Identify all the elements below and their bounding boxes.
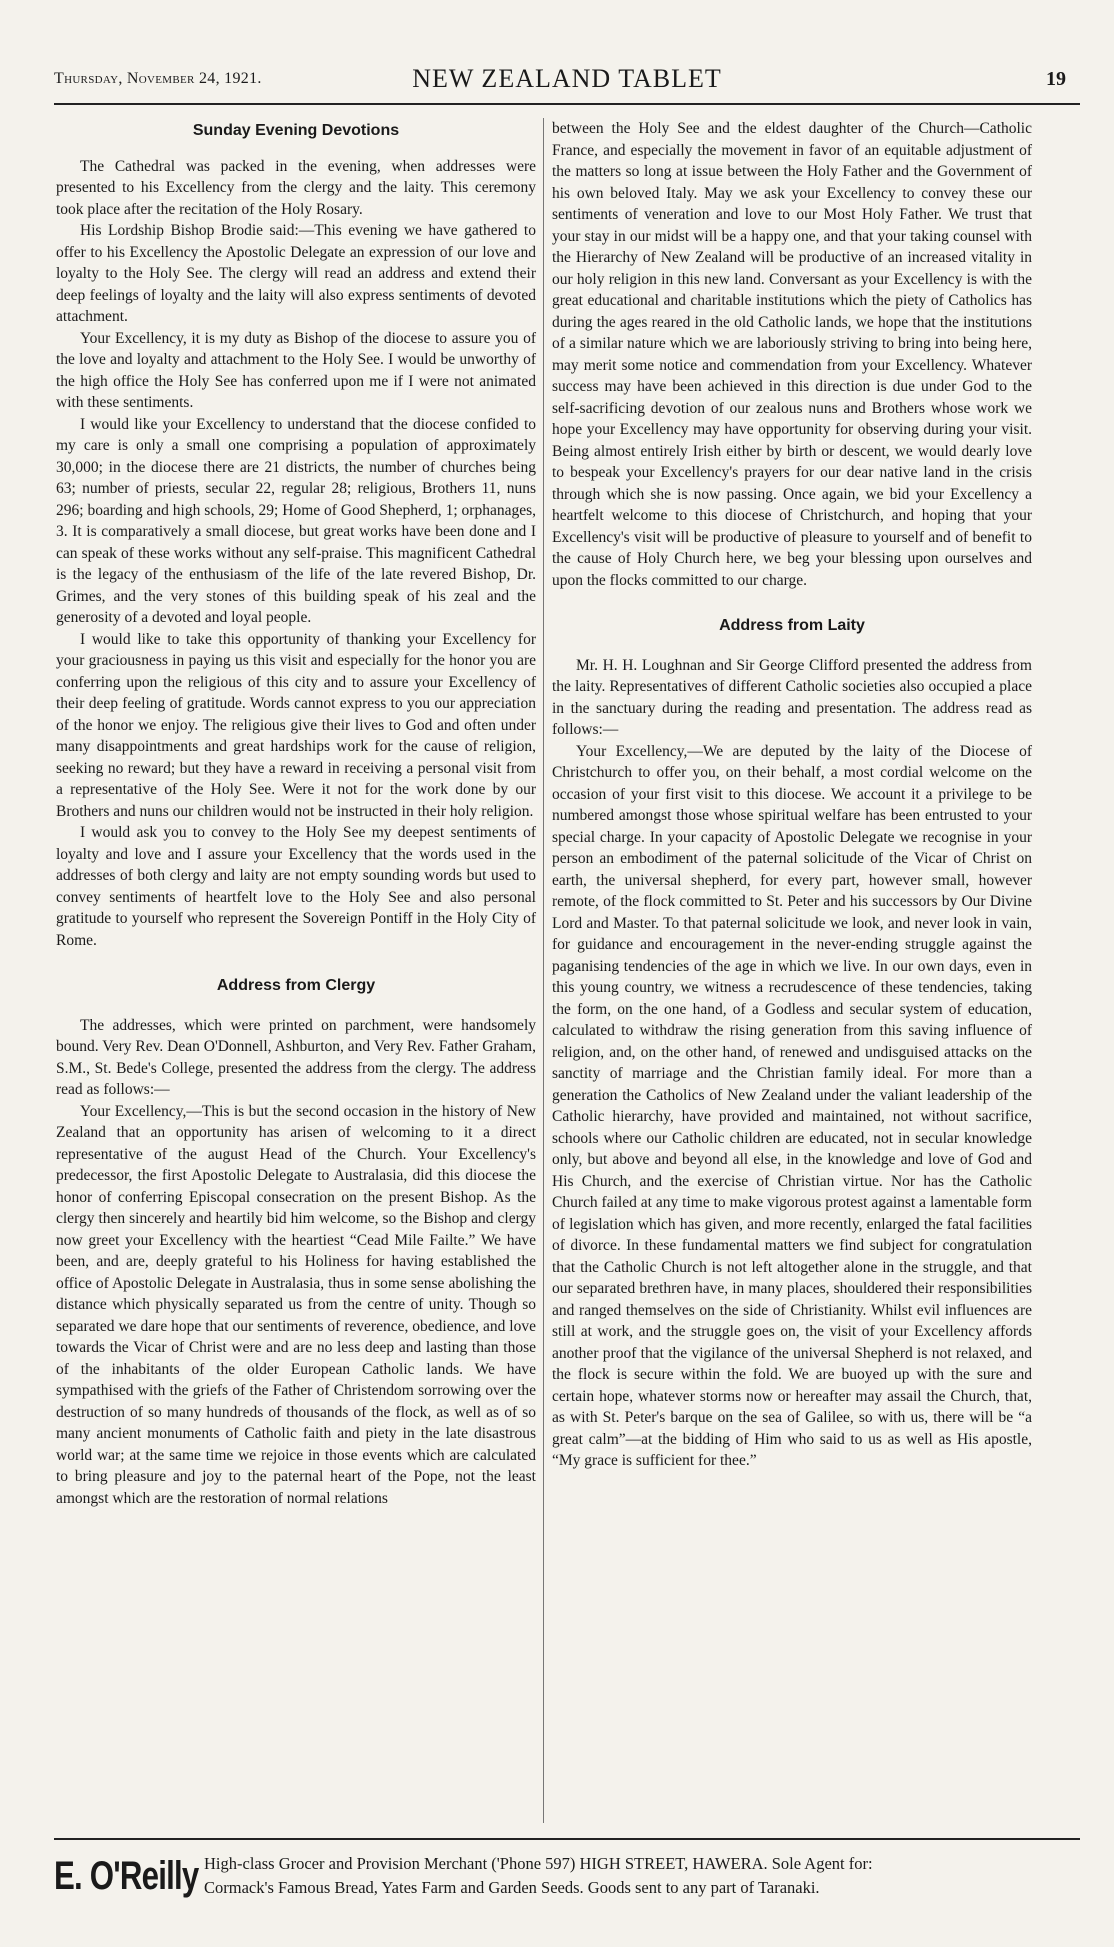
paragraph: Your Excellency,—We are deputed by the laity of the Diocese of Christchurch to offer you, on their behalf, a most cordial welcome on the occasion of your first visit to this diocese. We account it a privilege to be numbered amongst those whose spiritual welfare has been entrusted to your special charge. In your capacity of Apostolic Delegate we recognise in your person an embodiment of the paternal solicitude of the Vicar of Christ on earth, the universal shepherd, for every part, however small, however remote, of the flock committed to St. Peter and his successors by Our Divine Lord and Master. To that paternal solicitude we look, and never look in vain, for guidance and encouragement in the never-ending struggle against the paganising tendencies of the age in which we live. In our own days, even in this young country, we witness a recrudescence of these tendencies, taking the form, on the one hand, of a Godless and secular system of education, calculated to withdraw the rising generation from this saving influence of religion, and, on the other hand, of renewed and undisguised attacks on the sanctity of marriage and the Christian family ideal. For more than a generation the Catholics of New Zealand under the valiant leadership of the Catholic hierarchy, have provided and maintained, not without sacrifice, schools where our Catholic children are educated, not in secular knowledge only, but above and beyond all else, in the knowledge and love of God and His Church, and the exercise of Christian virtue. Nor has the Catholic Church failed at any time to make vigorous protest against a lamentable form of legislation which has given, and more recently, enlarged the fatal facilities of divorce. In these fundamental matters we find subject for congratulation that the Catholic Church is not left altogether alone in the struggle, and that our separated brethren have, in many places, shouldered their responsibilities and ranged themselves on the side of Christianity. Whilst evil influences are still at work, and the struggle goes on, the visit of your Excellency affords another proof that the vigilance of the universal Shepherd is not relaxed, and the flock is secure within the fold. We are buoyed up with the sure and certain hope, whatever storms now or hereafter may assail the Church, that, as with St. Peter's barque on the sea of Galilee, so with us, there will be “a great calm”—at the bidding of Him who said to us as well as His apostle, “My grace is sufficient for thee.” — [552, 742, 1032, 1469]
paragraph: His Lordship Bishop Brodie said:—This evening we have gathered to offer to his Excellency the Apostolic Delegate an expression of our love and loyalty to the Holy See. The clergy will read an address and extend their deep feelings of loyalty and the laity will also express sentiments of devoted attachment. — [56, 222, 536, 325]
heading-sunday-evening-devotions: Sunday Evening Devotions — [192, 122, 400, 139]
heading-address-from-clergy: Address from Clergy — [216, 977, 376, 994]
paragraph: Your Excellency, it is my duty as Bishop of the diocese to assure you of the love and loyalty and attachment to the Holy See. I would be unworthy of the high office the Holy See has conferred upon me if I were not animated with these sentiments. — [56, 329, 536, 411]
left-column — [56, 118, 536, 1509]
heading-address-from-laity: Address from Laity — [719, 617, 865, 634]
newspaper-page — [40, 0, 1080, 1947]
column-divider — [543, 118, 544, 1823]
advert-line-1: High-class Grocer and Provision Merchant ('Phone 597) HIGH STREET, HAWERA. Sole Agent for: — [204, 1854, 873, 1873]
page-number: 19 — [1046, 68, 1066, 90]
paragraph: I would like to take this opportunity of thanking your Excellency for your graciousness in paying us this visit and especially for the honor you are conferring upon the religious of this city and to assure your Excellency of their deep feeling of gratitude. Words cannot express to you our appreciation of the honor we enjoy. The religious give their lives to God and often under many disappointments and great hardships work for the cause of religion, seeking no reward; but they have a reward in receiving a personal visit from a representative of the Holy See. Were it not for the work done by our Brothers and nuns our children would not be instructed in their holy religion. — [56, 630, 536, 820]
paragraph: Mr. H. H. Loughnan and Sir George Clifford presented the address from the laity. Representatives of different Catholic societies also occupied a place in the sanctuary during the reading and presentation. The address read as follows:— — [552, 656, 1032, 738]
paragraph: between the Holy See and the eldest daughter of the Church—Catholic France, and especially the movement in favor of an equitable adjustment of the matters so long at issue between the Holy Father and the Government of his own beloved Italy. May we ask your Excellency to convey these our sentiments of veneration and love to our Most Holy Father. We trust that your stay in our midst will be a happy one, and that your taking counsel with the Hierarchy of New Zealand will be productive of an increased vitality in our holy religion in this new land. Conversant as your Excellency is with the great educational and charitable institutions which the piety of Catholics has during the ages reared in the old Catholic lands, we hope that the institutions of a similar nature which we are laboriously striving to bring into being here, may merit some notice and commendation from your Excellency. Whatever success may have been achieved in this direction is due under God to the self-sacrificing devotion of our zealous nuns and Brothers whose work we hope your Excellency may have opportunity for observing during your visit. Being almost entirely Irish either by birth or descent, we would dearly love to bespeak your Excellency's prayers for our dear native land in the crisis through which she is now passing. Once again, we bid your Excellency a heartfelt welcome to this diocese of Christchurch, and hoping that your Excellency's visit will be productive of pleasure to yourself and of benefit to the cause of Holy Church here, we beg your blessing upon ourselves and upon the flocks committed to our charge. — [552, 120, 1032, 589]
advert-line-2: Cormack's Famous Bread, Yates Farm and Garden Seeds. Goods sent to any part of Taranaki. — [204, 1878, 820, 1897]
header-rule — [54, 103, 1080, 105]
paragraph: I would like your Excellency to understand that the diocese confided to my care is only a small one comprising a population of approximately 30,000; in the diocese there are 21 districts, the number of churches being 63; number of priests, secular 22, regular 28; religious, Brothers 11, nuns 296; boarding and high schools, 29; Home of Good Shepherd, 1; orphanages, 3. It is comparatively a small diocese, but great works have been done and I can speak of these works without any self-praise. This magnificent Cathedral is the legacy of the enthusiasm of the life of the late revered Bishop, Dr. Grimes, and the very stones of this building speak of his zeal and the generosity of a devoted and loyal people. — [56, 415, 536, 626]
paragraph: Your Excellency,—This is but the second occasion in the history of New Zealand that an opportunity has arisen of welcoming to it a direct representative of the august Head of the Church. Your Excellency's predecessor, the first Apostolic Delegate to Australasia, did this diocese the honor of conferring Episcopal consecration on the present Bishop. As the clergy then sincerely and heartily bid him welcome, so the Bishop and clergy now greet your Excellency with the heartiest “Cead Mile Failte.” We have been, and are, deeply grateful to his Holiness for having established the office of Apostolic Delegate in Australasia, thus in some sense abolishing the distance which physically separated us from the centre of unity. Though so separated we dare hope that our sentiments of reverence, obedience, and love towards the Vicar of Christ were and are no less deep and lasting than those of the inhabitants of the older European Catholic lands. We have sympathised with the griefs of the Father of Christendom sorrowing over the destruction of so many hundreds of thousands of the flock, as well as of so many ancient monuments of Catholic faith and piety in the late disastrous world war; at the same time we rejoice in those events which are calculated to bring pleasure and joy to the paternal heart of the Pope, not the least amongst which are the restoration of normal relations — [56, 1102, 536, 1507]
right-column — [552, 118, 1032, 1472]
footer-rule — [54, 1838, 1080, 1840]
masthead-title: NEW ZEALAND TABLET — [412, 64, 722, 93]
advertiser-name: E. O'Reilly — [54, 1854, 199, 1898]
issue-date: Thursday, November 24, 1921. — [54, 70, 262, 87]
paragraph: The addresses, which were printed on parchment, were handsomely bound. Very Rev. Dean O'Donnell, Ashburton, and Very Rev. Father Graham, S.M., St. Bede's College, presented the address from the clergy. The address read as follows:— — [56, 1016, 536, 1098]
page-header — [54, 60, 1080, 96]
advertisement-footer — [54, 1848, 1080, 1908]
paragraph: The Cathedral was packed in the evening, when addresses were presented to his Excellency from the clergy and the laity. This ceremony took place after the recitation of the Holy Rosary. — [56, 157, 536, 218]
paragraph: I would ask you to convey to the Holy See my deepest sentiments of loyalty and love and I assure your Excellency that the words used in the addresses of both clergy and laity are not empty sounding words but used to convey sentiments of heartfelt love to the Holy See and also personal gratitude to yourself who represent the Sovereign Pontiff in the Holy City of Rome. — [56, 824, 536, 949]
